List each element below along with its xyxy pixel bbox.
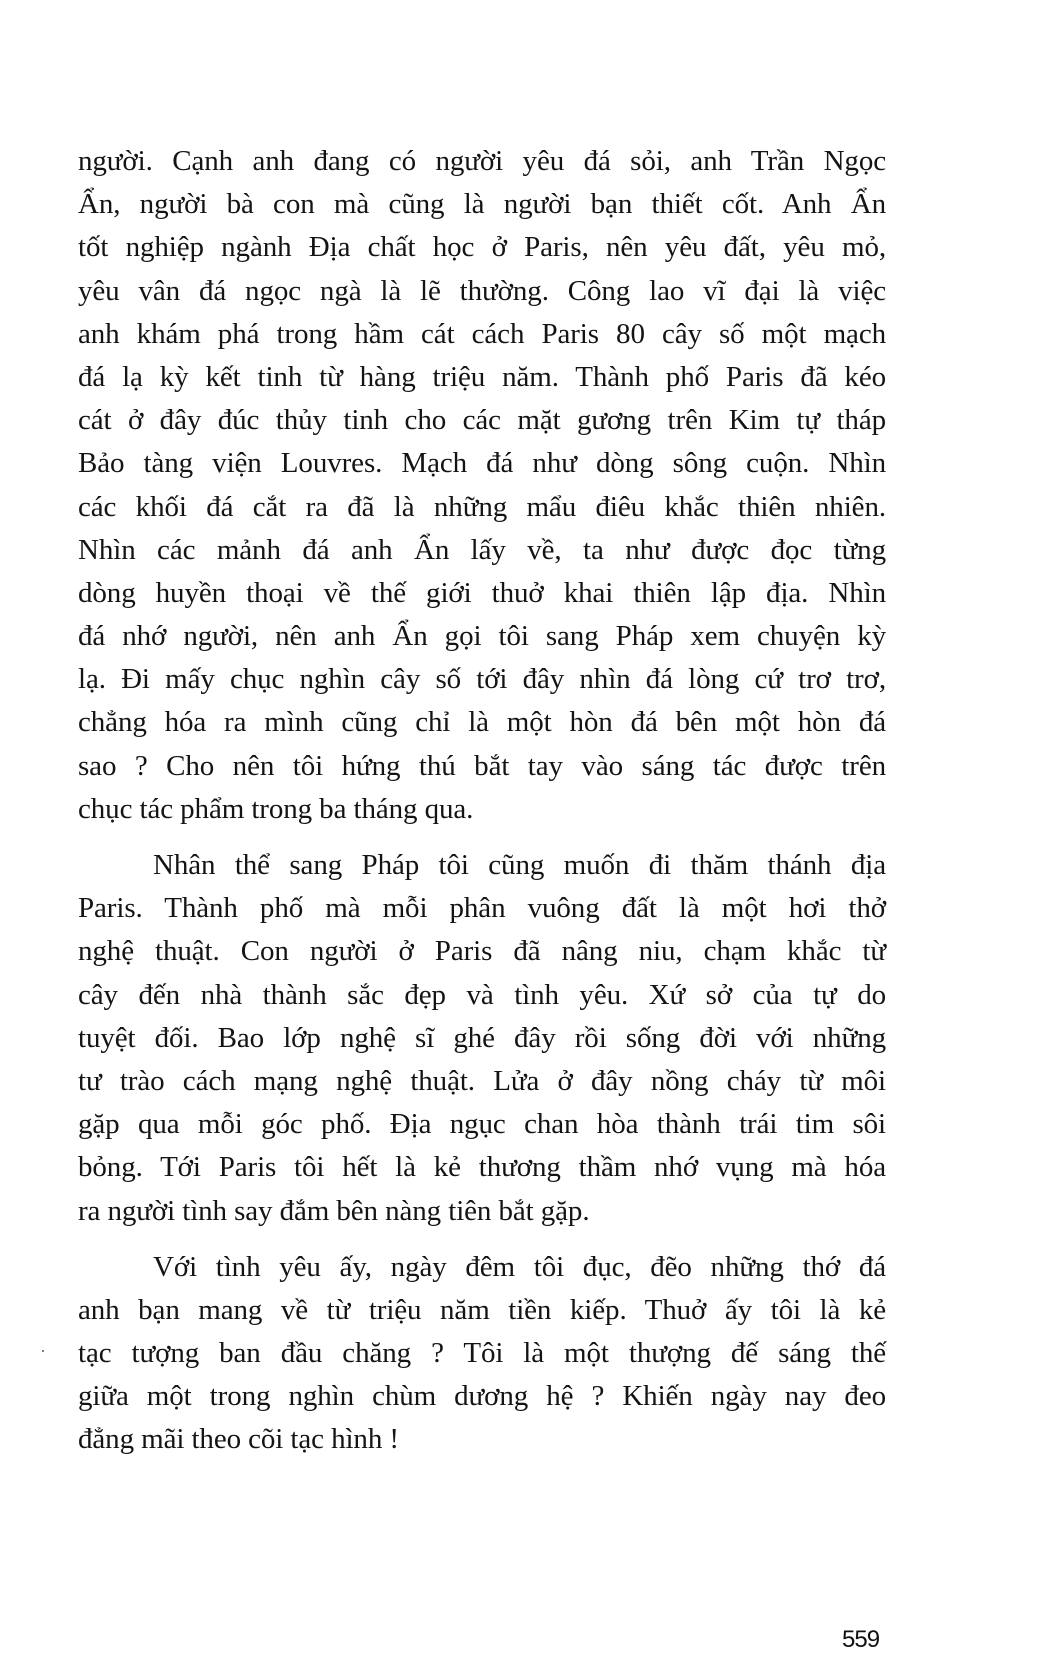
paragraph [78,140,886,831]
page-number: 559 [842,1626,880,1653]
text-line: đẳng mãi theo cõi tạc hình ! [78,1423,399,1456]
paragraph [78,1246,886,1462]
text-line: giữa một trong nghìn chùm dương hệ ? Khiến ngày nay đeo [78,1380,886,1413]
text-line: anh khám phá trong hầm cát cách Paris 80 cây số một mạch [78,317,886,350]
text-line: Nhìn các mảnh đá anh Ẩn lấy về, ta như được đọc từng [78,533,886,566]
text-line: bỏng. Tới Paris tôi hết là kẻ thương thầm nhớ vụng mà hóa [78,1151,886,1184]
text-line: nghệ thuật. Con người ở Paris đã nâng niu, chạm khắc từ [78,935,886,968]
text-line: ra người tình say đắm bên nàng tiên bắt gặp. [78,1194,590,1227]
text-line: sao ? Cho nên tôi hứng thú bắt tay vào sáng tác được trên [78,749,886,782]
text-line: Paris. Thành phố mà mỗi phân vuông đất là một hơi thở [78,892,886,925]
text-line: các khối đá cắt ra đã là những mẩu điêu khắc thiên nhiên. [78,490,886,523]
text-line: tốt nghiệp ngành Địa chất học ở Paris, nên yêu đất, yêu mỏ, [78,231,886,264]
text-line: Nhân thể sang Pháp tôi cũng muốn đi thăm thánh địa [153,849,886,881]
paragraph [78,844,886,1233]
text-line: anh bạn mang về từ triệu năm tiền kiếp. Thuở ấy tôi là kẻ [78,1293,886,1326]
text-line: đá lạ kỳ kết tinh từ hàng triệu năm. Thành phố Paris đã kéo [78,360,886,393]
text-line: tuyệt đối. Bao lớp nghệ sĩ ghé đây rồi sống đời với những [78,1021,886,1054]
text-line: Bảo tàng viện Louvres. Mạch đá như dòng sông cuộn. Nhìn [78,447,886,480]
text-line: gặp qua mỗi góc phố. Địa ngục chan hòa thành trái tim sôi [78,1108,886,1141]
body-text [78,140,886,1462]
text-line: chẳng hóa ra mình cũng chỉ là một hòn đá bên một hòn đá [78,706,886,739]
text-line: cây đến nhà thành sắc đẹp và tình yêu. Xứ sở của tự do [78,978,886,1011]
text-line: người. Cạnh anh đang có người yêu đá sỏi, anh Trần Ngọc [78,145,886,177]
text-line: cát ở đây đúc thủy tinh cho các mặt gương trên Kim tự tháp [78,404,886,437]
text-line: chục tác phẩm trong ba tháng qua. [78,792,474,825]
text-line: đá nhớ người, nên anh Ẩn gọi tôi sang Pháp xem chuyện kỳ [78,620,886,653]
text-line: yêu vân đá ngọc ngà là lẽ thường. Công lao vĩ đại là việc [78,274,886,307]
scan-speck [42,1350,44,1352]
text-line: Với tình yêu ấy, ngày đêm tôi đục, đẽo những thớ đá [153,1250,886,1283]
text-line: tạc tượng ban đầu chăng ? Tôi là một thượng đế sáng thế [78,1337,886,1370]
text-line: lạ. Đi mấy chục nghìn cây số tới đây nhìn đá lòng cứ trơ trơ, [78,663,886,696]
text-line: Ẩn, người bà con mà cũng là người bạn thiết cốt. Anh Ẩn [78,188,886,221]
text-line: tư trào cách mạng nghệ thuật. Lửa ở đây nồng cháy từ môi [78,1064,886,1097]
text-line: dòng huyền thoại về thế giới thuở khai thiên lập địa. Nhìn [78,576,886,609]
